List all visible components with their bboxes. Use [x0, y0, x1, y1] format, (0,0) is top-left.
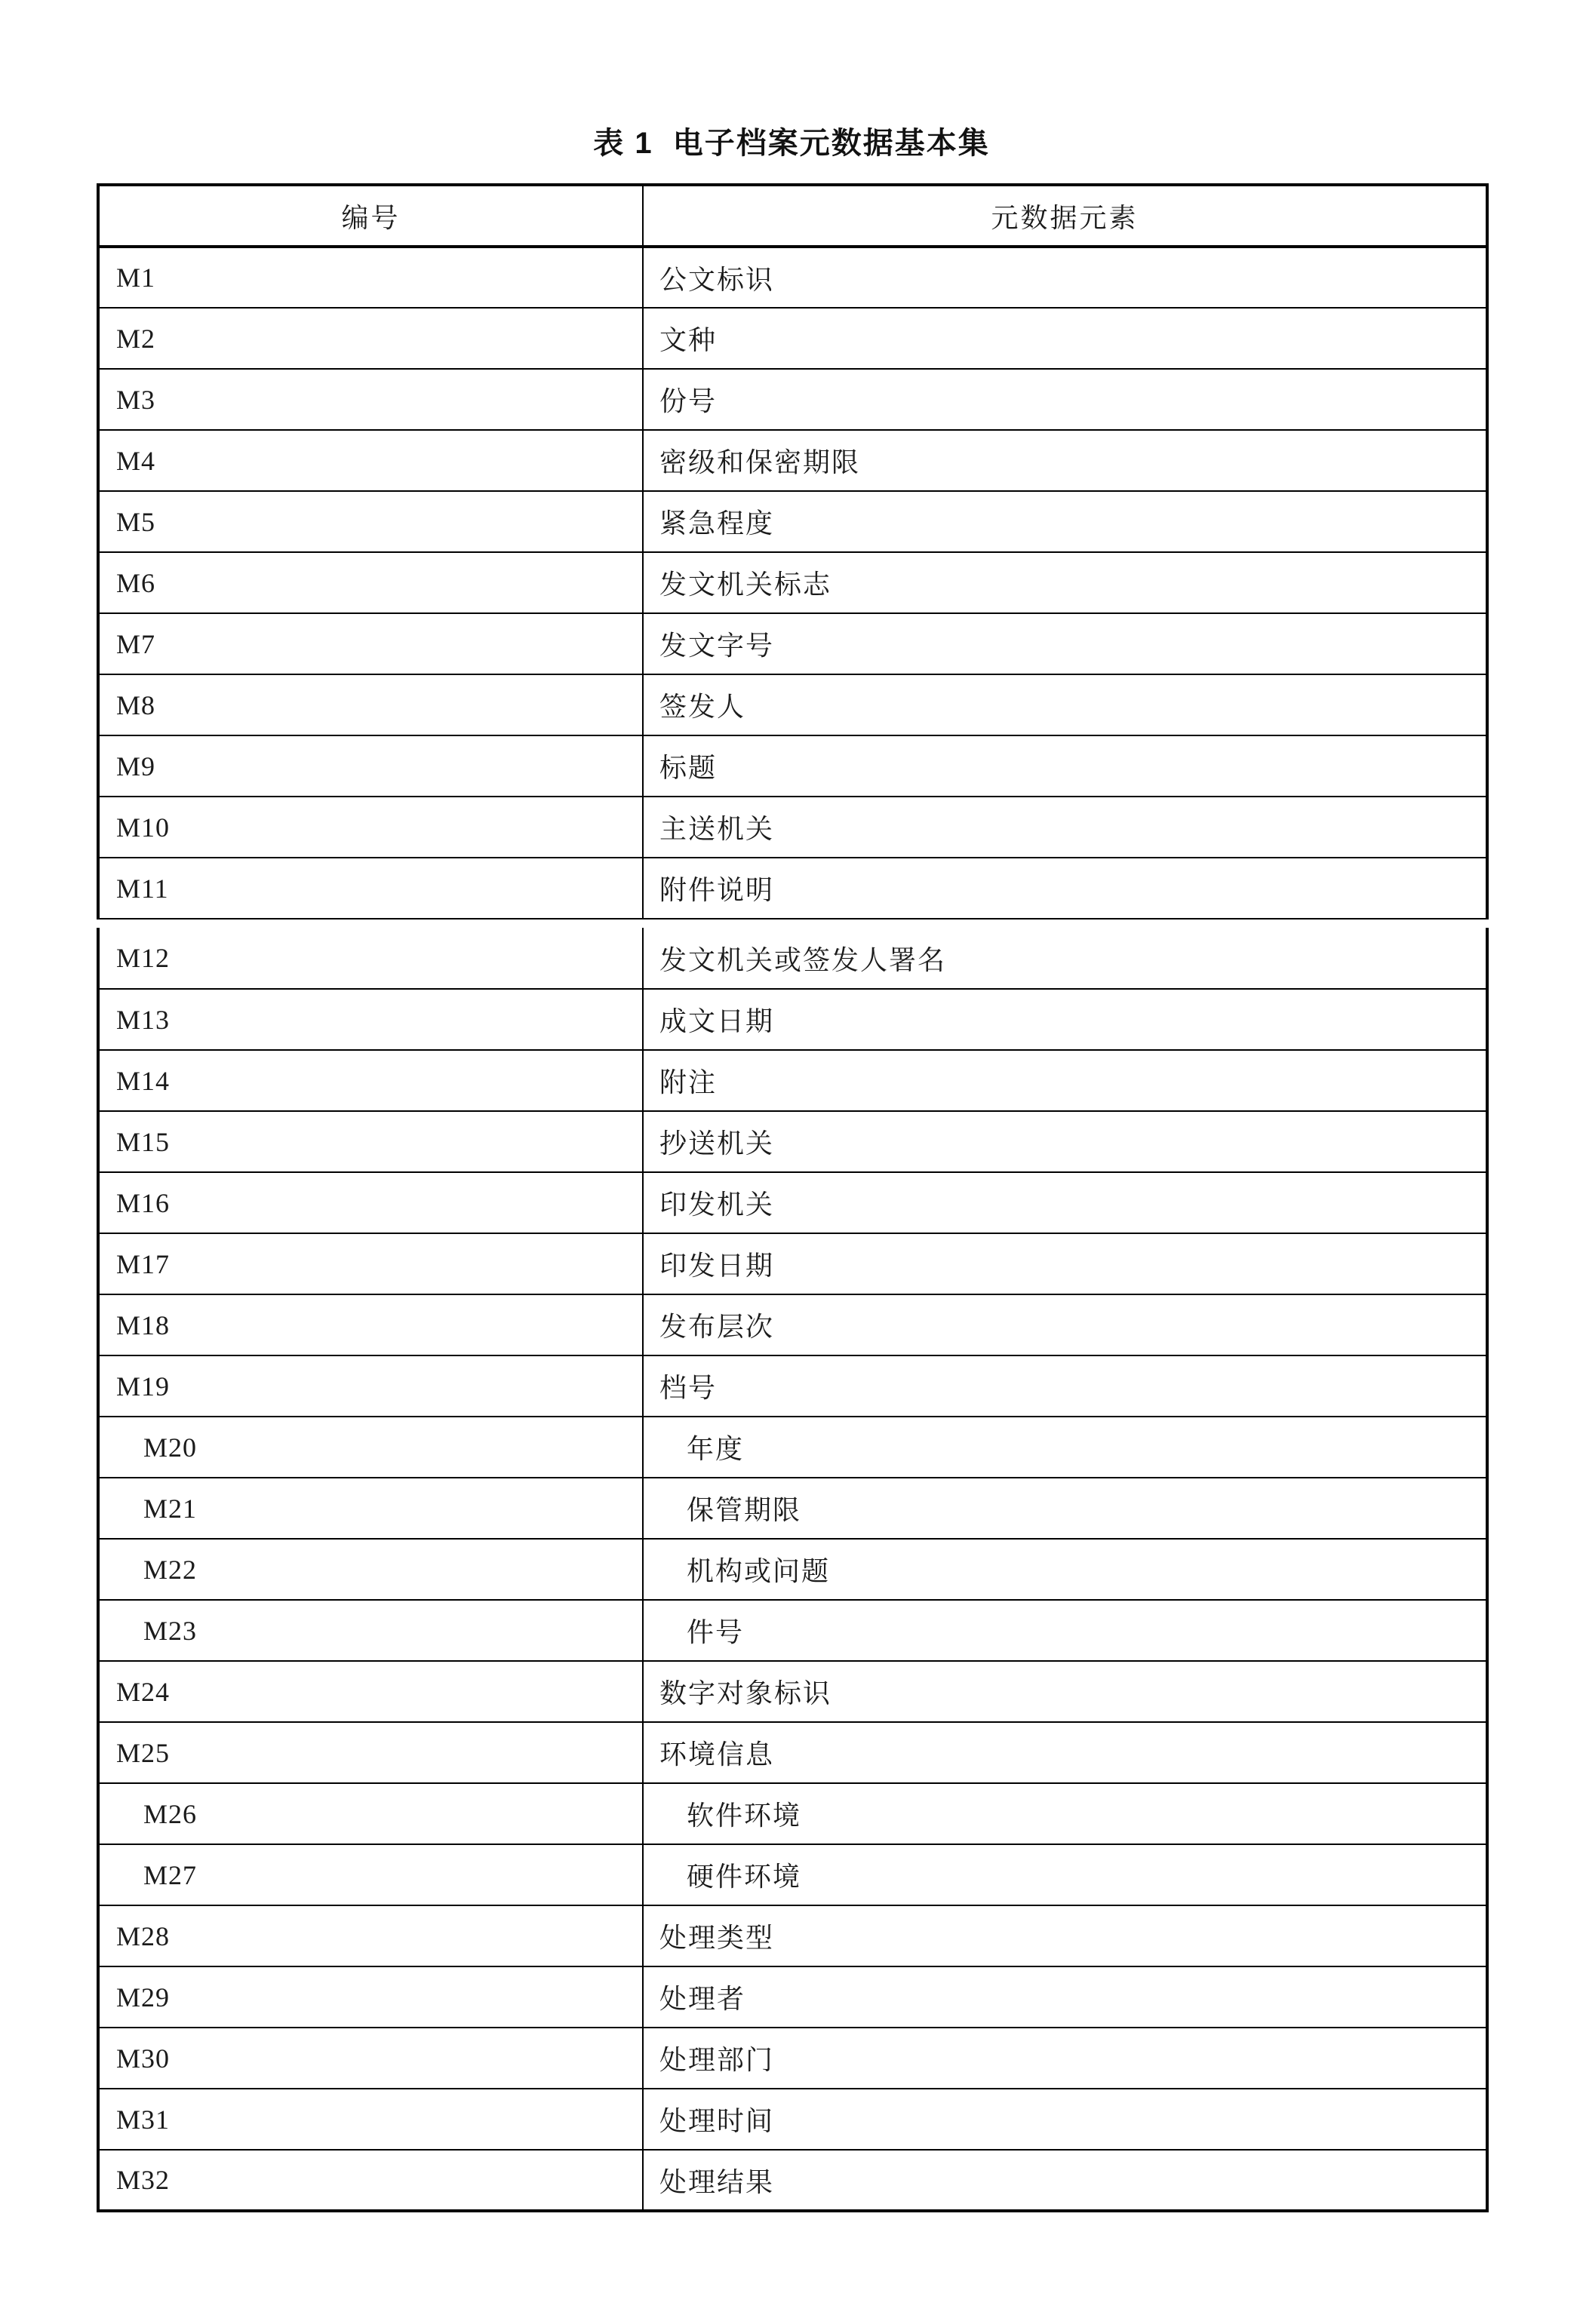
table-row — [98, 1966, 1487, 2028]
element-cell: 处理部门 — [659, 2045, 775, 2075]
code-cell: M12 — [98, 928, 643, 989]
table-row — [98, 552, 1487, 613]
table-row — [98, 613, 1487, 674]
code-cell: M13 — [98, 989, 643, 1050]
table-row — [98, 1478, 1487, 1539]
element-cell: 硬件环境 — [687, 1862, 802, 1892]
table-row — [98, 369, 1487, 430]
table-row — [98, 797, 1487, 858]
table-row — [98, 989, 1487, 1050]
element-cell: 环境信息 — [659, 1739, 775, 1770]
code-cell: M18 — [98, 1294, 643, 1355]
element-cell: 年度 — [687, 1434, 745, 1464]
table-row — [98, 1111, 1487, 1172]
code-cell: M26 — [98, 1783, 643, 1844]
code-cell: M11 — [98, 858, 643, 919]
code-cell: M9 — [98, 735, 643, 797]
code-cell: M25 — [98, 1722, 643, 1783]
table-row — [98, 1539, 1487, 1600]
table-row — [98, 247, 1487, 308]
table-row — [98, 491, 1487, 552]
code-cell: M28 — [98, 1905, 643, 1966]
metadata-table-segment-a — [97, 183, 1489, 919]
table-row — [98, 2028, 1487, 2089]
code-cell: M21 — [98, 1478, 643, 1539]
element-cell: 软件环境 — [687, 1801, 802, 1831]
element-cell: 附注 — [659, 1067, 718, 1098]
element-cell: 密级和保密期限 — [659, 447, 861, 477]
code-cell: M8 — [98, 674, 643, 735]
element-cell: 公文标识 — [659, 264, 775, 295]
table-caption: 表 1 电子档案元数据基本集 — [593, 127, 990, 160]
code-cell: M31 — [98, 2089, 643, 2150]
code-cell: M4 — [98, 430, 643, 491]
element-cell: 份号 — [659, 386, 718, 416]
element-cell: 印发日期 — [659, 1251, 775, 1281]
header-row — [98, 185, 1487, 247]
code-cell: M16 — [98, 1172, 643, 1233]
code-cell: M24 — [98, 1661, 643, 1722]
table-row — [98, 1294, 1487, 1355]
code-cell: M1 — [98, 247, 643, 308]
element-cell: 档号 — [659, 1373, 718, 1403]
element-cell: 件号 — [687, 1617, 745, 1647]
element-cell: 发文字号 — [659, 631, 775, 661]
table-row — [98, 1233, 1487, 1294]
table-row — [98, 1905, 1487, 1966]
element-cell: 附件说明 — [659, 875, 775, 905]
code-cell: M5 — [98, 491, 643, 552]
table-row — [98, 1844, 1487, 1905]
code-cell: M23 — [98, 1600, 643, 1661]
code-cell: M10 — [98, 797, 643, 858]
element-cell: 主送机关 — [659, 814, 775, 844]
code-cell: M2 — [98, 308, 643, 369]
element-cell: 处理结果 — [659, 2166, 775, 2197]
code-cell: M14 — [98, 1050, 643, 1111]
column-header-element: 元数据元素 — [991, 202, 1139, 233]
element-cell: 机构或问题 — [687, 1556, 831, 1586]
element-cell: 处理类型 — [659, 1923, 775, 1953]
table-row — [98, 1355, 1487, 1417]
code-cell: M22 — [98, 1539, 643, 1600]
code-cell: M30 — [98, 2028, 643, 2089]
element-cell: 发文机关或签发人署名 — [659, 944, 947, 975]
element-cell: 发文机关标志 — [659, 569, 832, 600]
code-cell: M3 — [98, 369, 643, 430]
element-cell: 处理时间 — [659, 2106, 775, 2136]
column-header-code: 编号 — [98, 185, 643, 247]
element-cell: 发布层次 — [659, 1312, 775, 1342]
code-cell: M6 — [98, 552, 643, 613]
code-cell: M7 — [98, 613, 643, 674]
element-cell: 处理者 — [659, 1984, 746, 2014]
element-cell: 印发机关 — [659, 1190, 775, 1220]
table-row — [98, 928, 1487, 989]
table-row — [98, 308, 1487, 369]
table-row — [98, 1417, 1487, 1478]
code-cell: M19 — [98, 1355, 643, 1417]
table-row — [98, 430, 1487, 491]
table-row — [98, 1050, 1487, 1111]
code-cell: M17 — [98, 1233, 643, 1294]
table-row — [98, 1600, 1487, 1661]
element-cell: 签发人 — [659, 692, 746, 722]
table-row — [98, 1783, 1487, 1844]
code-cell: M27 — [98, 1844, 643, 1905]
table-row — [98, 2089, 1487, 2150]
table-row — [98, 1661, 1487, 1722]
element-cell: 数字对象标识 — [659, 1678, 832, 1708]
code-cell: M32 — [98, 2150, 643, 2211]
element-cell: 标题 — [659, 753, 718, 783]
code-cell: M15 — [98, 1111, 643, 1172]
element-cell: 抄送机关 — [659, 1128, 775, 1159]
table-row — [98, 858, 1487, 919]
code-cell: M20 — [98, 1417, 643, 1478]
element-cell: 成文日期 — [659, 1006, 775, 1036]
table-row — [98, 674, 1487, 735]
table-row — [98, 1172, 1487, 1233]
element-cell: 文种 — [659, 325, 718, 355]
code-cell: M29 — [98, 1966, 643, 2028]
element-cell: 紧急程度 — [659, 508, 775, 539]
table-row — [98, 735, 1487, 797]
element-cell: 保管期限 — [687, 1495, 802, 1525]
table-row — [98, 1722, 1487, 1783]
table-row — [98, 2150, 1487, 2211]
metadata-table-segment-b — [97, 928, 1489, 2212]
